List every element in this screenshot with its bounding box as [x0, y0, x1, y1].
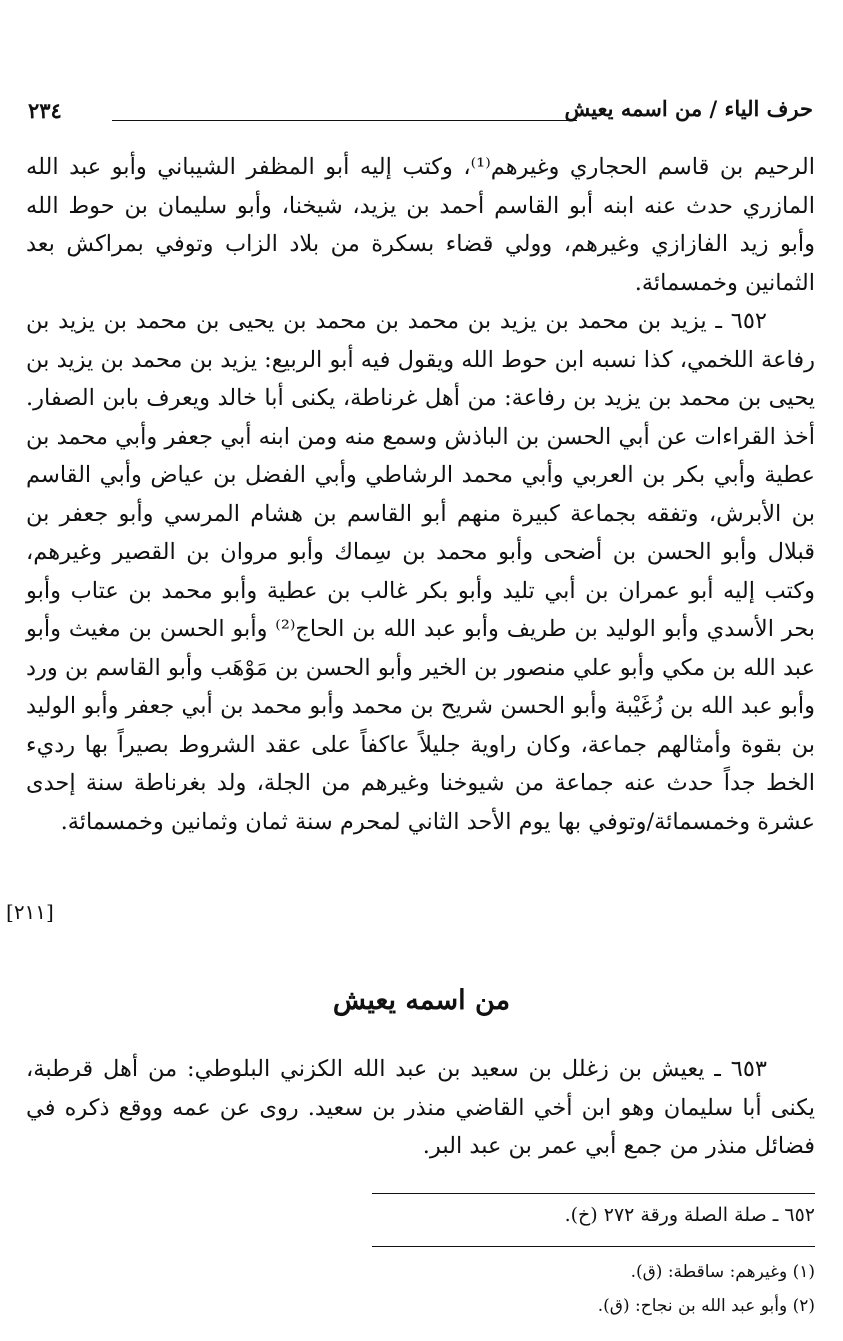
footnote-divider: [372, 1246, 815, 1247]
entry-653: ٦٥٣ ـ يعيش بن زغلل بن سعيد بن عبد الله الكزني البلوطي: من أهل قرطبة، يكنى أبا سليمان وهو ابن أخي القاضي منذر بن سعيد. روى عن عمه ووقع ذكره في فضائل منذر من جمع أبي عمر بن عبد البر.: [26, 1056, 815, 1159]
margin-page-ref: [٢١١]: [6, 900, 54, 924]
section-text: [26, 1050, 815, 1166]
page-number: ٢٣٤: [28, 98, 62, 123]
header-title: حرف الياء / من اسمه يعيش: [564, 96, 813, 121]
footnote-divider: [372, 1193, 815, 1194]
header-rule: [112, 120, 577, 121]
footnote-1: (١) وغيرهم: ساقطة: (ق).: [630, 1262, 815, 1282]
paragraph-continuation: الرحيم بن قاسم الحجاري وغيرهم⁽¹⁾، وكتب إليه أبو المظفر الشيباني وأبو عبد الله المازري حدث عنه ابنه أبو القاسم أحمد بن يزيد، شيخنا، وأبو سليمان بن حوط الله وأبو زيد الفازازي وغيرهم، وولي قضاء بسكرة من بلاد الزاب وتوفي بمراكش بعد الثمانين وخمسمائة.: [26, 154, 815, 296]
running-header: [28, 96, 813, 130]
main-text: [26, 148, 815, 841]
footnote-2: (٢) وأبو عبد الله بن نجاح: (ق).: [597, 1296, 815, 1316]
entry-652: ٦٥٢ ـ يزيد بن محمد بن يزيد بن محمد بن محمد بن يحيى بن محمد بن يزيد بن رفاعة اللخمي، كذا نسبه ابن حوط الله ويقول فيه أبو الربيع: يزيد بن محمد بن يزيد بن يحيى بن محمد بن يزيد بن رفاعة: من أهل غرناطة، يكنى أبا خالد ويعرف بابن الصفار. أخذ القراءات عن أبي الحسن بن الباذش وسمع منه ومن ابنه أبي جعفر وأبي محمد بن عطية وأبي بكر بن العربي وأبي محمد الرشاطي وأبي الفضل بن عياض وأبي القاسم بن الأبرش، وتفقه بجماعة كبيرة منهم أبو القاسم بن هشام المرسي وأبو جعفر بن قبلال وأبو الحسن بن أضحى وأبو محمد بن سِماك وأبو مروان بن القصير وغيرهم، وكتب إليه أبو عمران بن أبي تليد وأبو بكر غالب بن عطية وأبو محمد بن عتاب وأبو بحر الأسدي وأبو الوليد بن طريف وأبو عبد الله بن الحاج⁽²⁾ وأبو الحسن بن مغيث وأبو عبد الله بن مكي وأبو علي منصور بن الخير وأبو الحسن بن مَوْهَب وأبو القاسم بن ورد وأبو عبد الله بن زُغَيْبة وأبو الحسن شريح بن محمد وأبو محمد بن أبي جعفر وأبو الوليد بن بقوة وأمثالهم جماعة، وكان راوية جليلاً عاكفاً على عقد الشروط بصيراً بها رديء الخط جداً حدث عنه جماعة من شيوخنا وغيرهم من الجلة، ولد بغرناطة سنة إحدى عشرة وخمسمائة/وتوفي بها يوم الأحد الثاني لمحرم سنة ثمان وثمانين وخمسمائة.: [26, 308, 815, 835]
source-note: ٦٥٢ ـ صلة الصلة ورقة ٢٧٢ (خ).: [564, 1204, 815, 1226]
section-heading: من اسمه يعيش: [332, 985, 511, 1016]
